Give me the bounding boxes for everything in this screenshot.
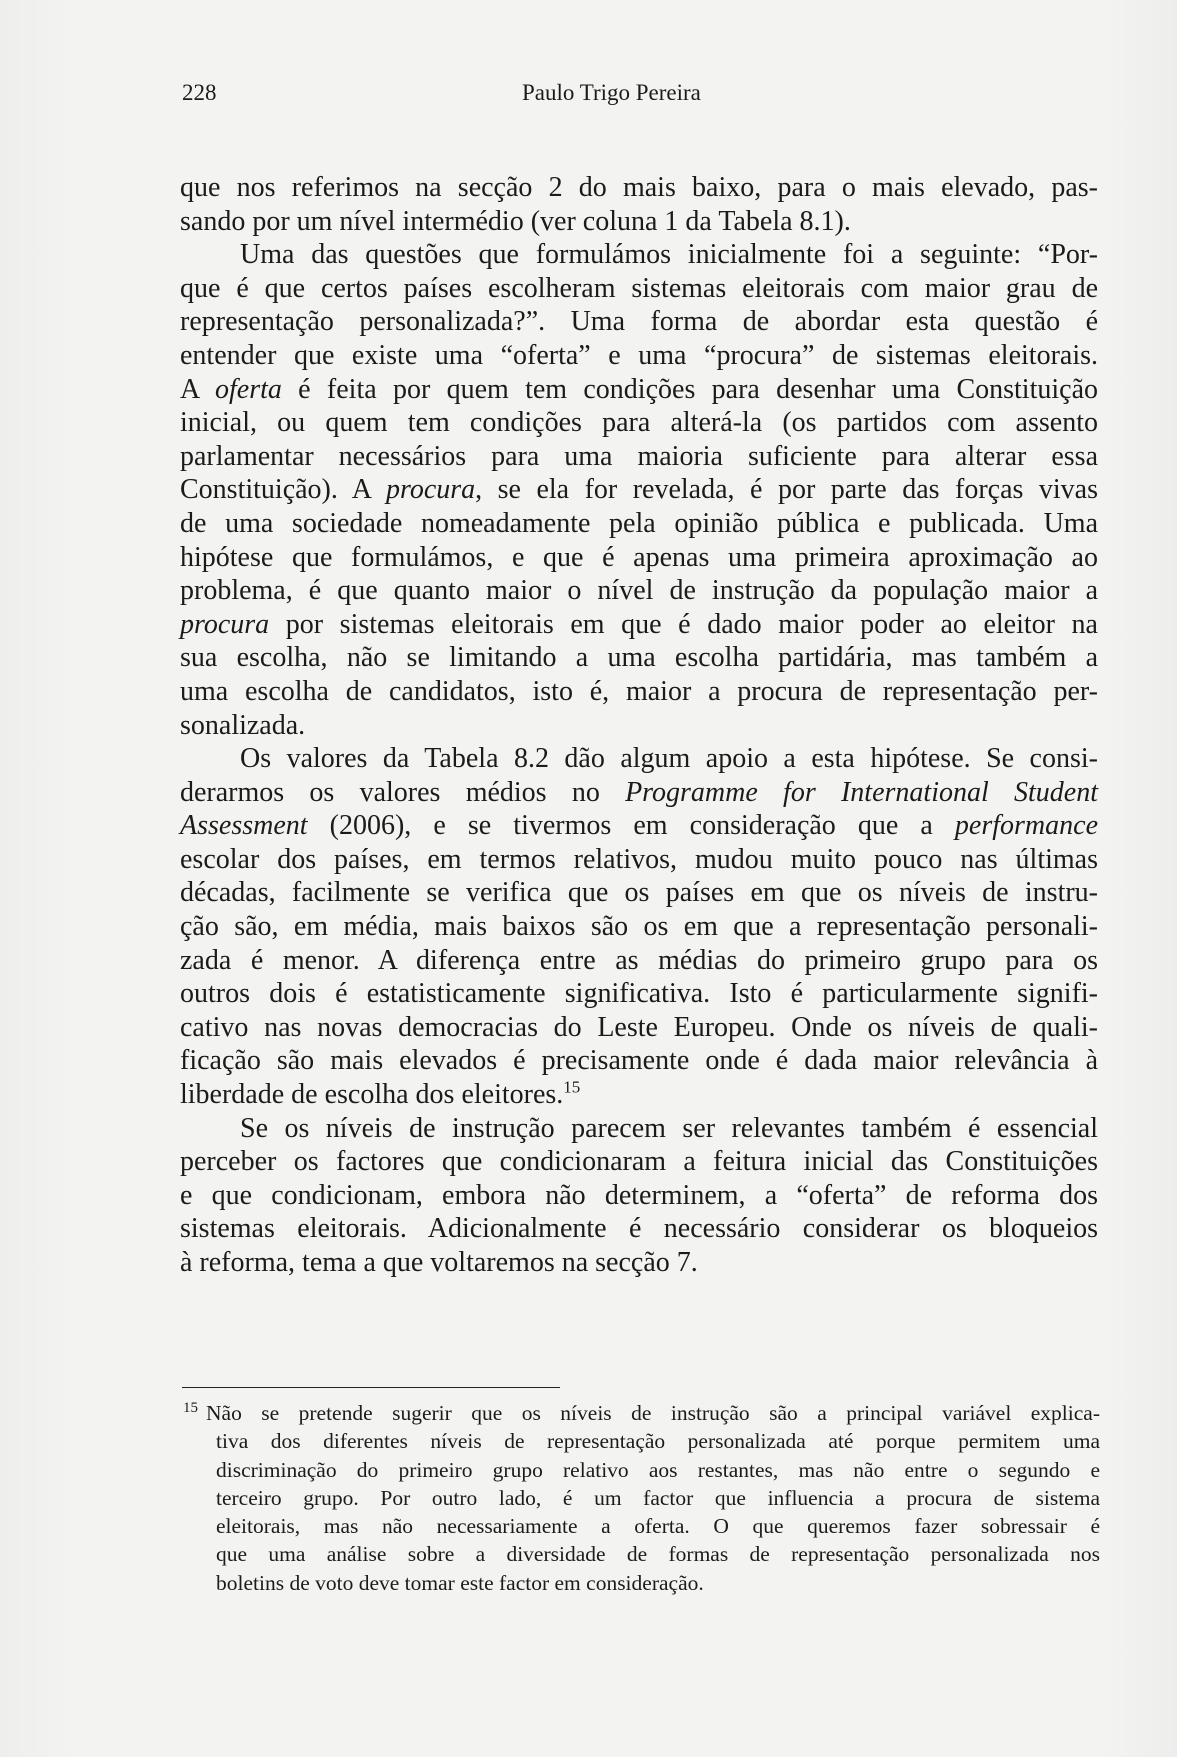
text-line: sando por um nível intermédio (ver coluna 1 da Tabela 8.1).: [180, 205, 851, 237]
italic-term: oferta: [214, 373, 282, 405]
text-line: Se os níveis de instrução parecem ser relevantes também é essencial: [240, 1112, 1098, 1144]
footnote-divider: [182, 1387, 560, 1388]
italic-term: Programme for International Student: [625, 776, 1098, 808]
text-line: ficação são mais elevados é precisamente onde é dada maior relevância à: [180, 1045, 1098, 1077]
text-run: , se ela for revelada, é por parte das forças vivas: [475, 474, 1099, 506]
text-line: representação personalizada?”. Uma forma de abordar esta questão é: [180, 306, 1098, 338]
text-line: [180, 473, 1098, 507]
paragraph-3: [180, 742, 1098, 1112]
footnote-line: que uma análise sobre a diversidade de formas de representação personalizada nos: [216, 1542, 1100, 1567]
text-line: sistemas eleitorais. Adicionalmente é necessário considerar os bloqueios: [180, 1213, 1098, 1245]
text-line: entender que existe uma “oferta” e uma “procura” de sistemas eleitorais.: [180, 339, 1098, 371]
text-line: parlamentar necessários para uma maioria suficiente para alterar essa: [180, 440, 1098, 472]
text-line: [180, 776, 1098, 810]
text-line: perceber os factores que condicionaram a feitura inicial das Constituições: [180, 1146, 1098, 1178]
text-line: Os valores da Tabela 8.2 dão algum apoio a esta hipótese. Se consi-: [240, 743, 1098, 775]
text-line: [180, 1078, 1098, 1112]
paragraph-2: [180, 238, 1098, 742]
text-line: escolar dos países, em termos relativos, mudou muito pouco nas últimas: [180, 843, 1098, 875]
text-line: e que condicionam, embora não determinem, a “oferta” de reforma dos: [180, 1179, 1098, 1211]
text-line: outros dois é estatisticamente significativa. Isto é particularmente signifi-: [180, 978, 1098, 1010]
footnote-line: terceiro grupo. Por outro lado, é um factor que influencia a procura de sistema: [216, 1485, 1100, 1510]
text-run: por sistemas eleitorais em que é dado maior poder ao eleitor na: [269, 608, 1098, 640]
footnote-line: eleitorais, mas não necessariamente a oferta. O que queremos fazer sobressair é: [216, 1514, 1100, 1539]
footnote-mark: 15: [183, 1399, 198, 1416]
text-line: [180, 809, 1098, 843]
text-line: de uma sociedade nomeadamente pela opinião pública e publicada. Uma: [180, 507, 1098, 539]
text-line: hipótese que formulámos, e que é apenas uma primeira aproximação ao: [180, 541, 1098, 573]
text-line: zada é menor. A diferença entre as médias do primeiro grupo para os: [180, 944, 1098, 976]
text-line: sonalizada.: [180, 709, 306, 741]
text-line: sua escolha, não se limitando a uma escolha partidária, mas também a: [180, 642, 1098, 674]
italic-term: performance: [954, 810, 1098, 842]
text-line: décadas, facilmente se verifica que os países em que os níveis de instru-: [180, 877, 1098, 909]
paragraph-1: [180, 171, 1098, 238]
text-line: uma escolha de candidatos, isto é, maior a procura de representação per-: [180, 675, 1098, 707]
text-run: (2006), e se tivermos em consideração que a: [307, 810, 955, 842]
text-line: [180, 608, 1098, 642]
page-header: [182, 80, 1032, 110]
text-run: Constituição). A: [180, 474, 386, 506]
body-text: [180, 171, 1098, 1280]
text-line: Uma das questões que formulámos inicialmente foi a seguinte: “Por-: [240, 239, 1098, 271]
text-line: inicial, ou quem tem condições para alterá-la (os partidos com assento: [180, 407, 1098, 439]
text-run: Não se pretende sugerir que os níveis de instrução são a principal variável explica-: [206, 1401, 1100, 1425]
italic-term: procura: [385, 474, 476, 506]
text-line: que é que certos países escolheram sistemas eleitorais com maior grau de: [180, 272, 1098, 304]
text-line: ção são, em média, mais baixos são os em que a representação personali-: [180, 911, 1098, 943]
text-run: A: [180, 373, 215, 405]
text-line: à reforma, tema a que voltaremos na secção 7.: [180, 1247, 698, 1278]
italic-term: procura: [180, 608, 270, 640]
paragraph-4: [180, 1112, 1098, 1280]
footnote-reference[interactable]: 15: [563, 1077, 581, 1097]
footnote-line: boletins de voto deve tomar este factor em consideração.: [216, 1570, 704, 1595]
text-run: é feita por quem tem condições para desenhar uma Constituição: [281, 373, 1098, 405]
text-line: problema, é que quanto maior o nível de instrução da população maior a: [180, 575, 1098, 607]
footnote-line: [183, 1399, 1100, 1427]
text-run: derarmos os valores médios no: [180, 776, 626, 808]
text-run: liberdade de escolha dos eleitores.: [180, 1079, 564, 1111]
text-line: cativo nas novas democracias do Leste Europeu. Onde os níveis de quali-: [180, 1011, 1098, 1043]
text-line: que nos referimos na secção 2 do mais baixo, para o mais elevado, pas-: [180, 172, 1098, 203]
page-number: 228: [182, 80, 217, 105]
text-line: [180, 373, 1098, 407]
running-head: Paulo Trigo Pereira: [522, 80, 701, 105]
footnote-15: [183, 1399, 1100, 1597]
footnote-line: tiva dos diferentes níveis de representação personalizada até porque permitem uma: [216, 1429, 1100, 1454]
italic-term: Assessment: [180, 810, 308, 842]
footnote-line: discriminação do primeiro grupo relativo aos restantes, mas não entre o segundo e: [216, 1457, 1100, 1482]
